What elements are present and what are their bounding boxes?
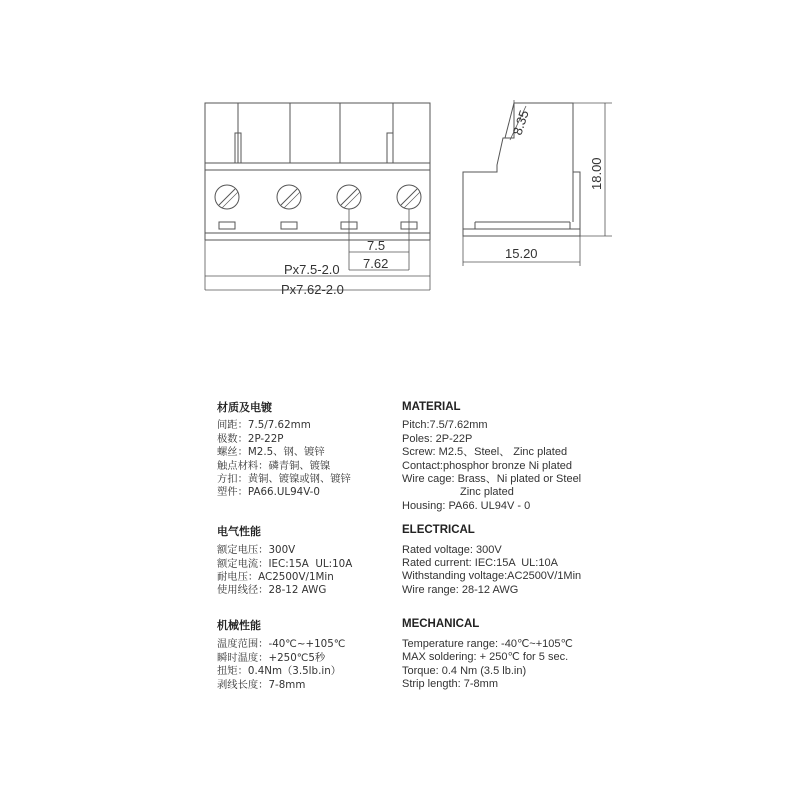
cn-row: 扭矩：0.4Nm（3.5lb.in） — [217, 665, 342, 678]
en-row: Housing: PA66. UL94V - 0 — [402, 499, 531, 512]
en-section-electrical — [402, 524, 612, 597]
en-row: Wire range: 28-12 AWG — [402, 583, 519, 596]
screw-2 — [277, 185, 301, 229]
en-row: MAX soldering: + 250℃ for 5 sec. — [402, 651, 569, 664]
en-heading-material: MATERIAL — [402, 401, 461, 413]
cn-heading-mechanical: 机械性能 — [217, 618, 261, 632]
cn-section-material — [217, 401, 397, 500]
spec-column-chinese — [217, 401, 397, 692]
dim-pitch-7-5: 7.5 — [367, 238, 386, 253]
dim-side-width: 15.20 — [505, 246, 538, 261]
dim-total-7-62: Px7.62-2.0 — [281, 282, 344, 297]
cn-section-mechanical — [217, 619, 397, 692]
en-row: Torque: 0.4 Nm (3.5 lb.in) — [402, 664, 527, 677]
en-heading-electrical: ELECTRICAL — [402, 524, 475, 537]
en-row: Zinc plated — [460, 486, 514, 499]
en-row: Poles: 2P-22P — [402, 432, 473, 445]
en-row: Rated current: IEC:15A UL:10A — [402, 557, 558, 570]
cn-row: 瞬时温度：+250℃5秒 — [217, 651, 326, 664]
en-row: Wire cage: Brass、Ni plated or Steel — [402, 473, 582, 486]
en-section-mechanical — [402, 618, 612, 691]
cn-row: 塑件：PA66.UL94V-0 — [217, 486, 320, 499]
en-row: Contact:phosphor bronze Ni plated — [402, 459, 572, 472]
cn-row: 额定电压：300V — [217, 544, 296, 557]
cn-heading-material: 材质及电镀 — [217, 401, 272, 414]
cn-row: 温度范围：-40℃~+105℃ — [217, 638, 346, 651]
cn-row: 极数：2P-22P — [217, 432, 284, 445]
cn-section-electrical — [217, 525, 397, 598]
en-row: Screw: M2.5、Steel、 Zinc plated — [402, 446, 568, 459]
en-row: Withstanding voltage:AC2500V/1Min — [402, 570, 582, 583]
cn-row: 间距：7.5/7.62mm — [217, 419, 311, 432]
en-heading-mechanical: MECHANICAL — [402, 618, 480, 631]
cn-row: 螺丝：M2.5、钢、镀锌 — [217, 446, 325, 459]
en-section-material — [402, 401, 612, 513]
dim-total-7-5: Px7.5-2.0 — [284, 262, 340, 277]
screw-1 — [215, 185, 239, 229]
dim-side-height: 18.00 — [589, 157, 604, 190]
cn-row: 方扣：黄铜、镀镍或钢、镀锌 — [217, 473, 351, 486]
cn-row: 耐电压：AC2500V/1Min — [217, 571, 334, 584]
cn-row: 额定电流：IEC:15A UL:10A — [217, 557, 353, 570]
cn-row: 使用线径：28-12 AWG — [217, 584, 327, 597]
en-row: Strip length: 7-8mm — [402, 677, 498, 690]
front-body-outline — [205, 103, 430, 233]
cn-heading-electrical: 电气性能 — [217, 524, 261, 538]
en-row: Temperature range: -40℃~+105℃ — [402, 637, 573, 650]
en-row: Pitch:7.5/7.62mm — [402, 419, 488, 432]
spec-column-english — [402, 401, 612, 691]
en-row: Rated voltage: 300V — [402, 543, 502, 556]
dim-side-top: 8.35 — [509, 108, 532, 137]
cn-row: 触点材料：磷青铜、镀镍 — [217, 459, 331, 472]
dim-pitch-7-62: 7.62 — [363, 256, 389, 271]
cn-row: 剥线长度：7-8mm — [217, 678, 306, 691]
